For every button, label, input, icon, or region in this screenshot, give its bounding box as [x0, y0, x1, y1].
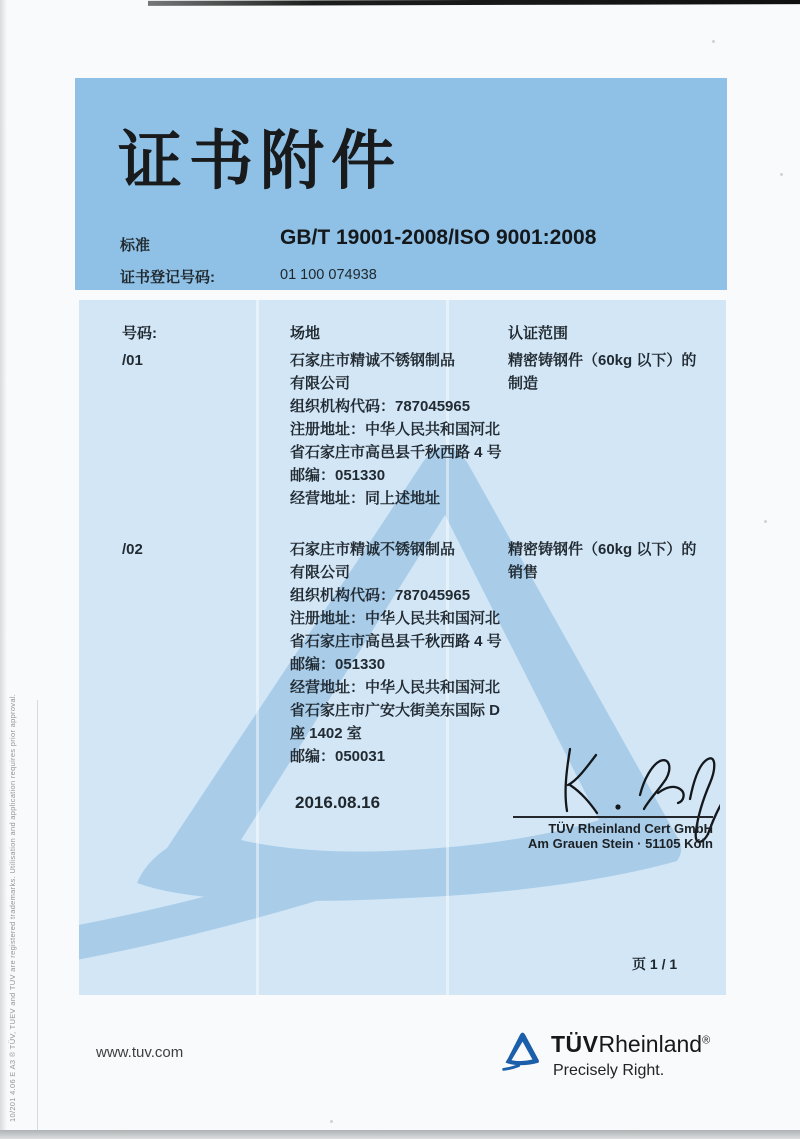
text-line: 精密铸钢件（60kg 以下）的 [508, 352, 697, 369]
text-line: 组织机构代码：787045965 [290, 398, 471, 415]
signer-block [473, 821, 713, 851]
scan-speckle [330, 1120, 333, 1123]
text-line: 邮编：051330 [290, 656, 386, 673]
certificate-body-block [79, 300, 726, 995]
text-line: 石家庄市精诚不锈钢制品 [290, 541, 456, 558]
column-header-site: 场地 [290, 325, 321, 342]
text-line: 省石家庄市高邑县千秋西路 4 号 [290, 444, 502, 461]
standard-value: GB/T 19001-2008/ISO 9001:2008 [280, 226, 597, 249]
text-line: 省石家庄市高邑县千秋西路 4 号 [290, 633, 502, 650]
registered-trademark-icon: ® [702, 1034, 711, 1047]
side-imprint-text: 10/201 4.06 E A3 ® TÜV, TUEV and TUV are registered trademarks. Utilisation and application requires prior approval. [8, 693, 17, 1122]
certificate-header-block [75, 78, 727, 290]
text-line: 有限公司 [290, 564, 351, 581]
text-line: 销售 [508, 564, 539, 581]
brand-tagline: Precisely Right. [553, 1062, 665, 1079]
scan-speckle [764, 520, 767, 523]
signer-organization: TÜV Rheinland Cert GmbH [548, 821, 713, 836]
document-title: 证书附件 [118, 125, 402, 197]
column-header-scope: 认证范围 [508, 325, 569, 342]
scan-streak [256, 300, 259, 995]
text-line: 制造 [508, 375, 539, 392]
text-line: 有限公司 [290, 375, 351, 392]
issue-date: 2016.08.16 [295, 793, 381, 812]
text-line: 经营地址：同上述地址 [290, 490, 441, 507]
text-line: 组织机构代码：787045965 [290, 587, 471, 604]
scan-fold-line [37, 700, 38, 1130]
text-line: 省石家庄市广安大街美东国际 D [290, 702, 501, 719]
registration-number-label: 证书登记号码: [120, 269, 215, 286]
scan-edge-top [148, 0, 800, 6]
brand-word-bold: TÜV [551, 1031, 599, 1057]
text-line: 邮编：051330 [290, 467, 386, 484]
row-certification-scope [508, 538, 696, 584]
signature-line [513, 816, 713, 818]
text-line: 座 1402 室 [290, 725, 362, 742]
row-number: /02 [122, 541, 143, 558]
signer-address: Am Grauen Stein · 51105 Köln [528, 836, 713, 851]
column-header-number: 号码: [122, 325, 157, 342]
row-certification-scope [508, 349, 696, 395]
scan-edge-bottom [0, 1130, 800, 1139]
brand-word-regular: Rheinland [598, 1031, 703, 1057]
text-line: 经营地址：中华人民共和国河北 [290, 679, 501, 696]
row-site-address [290, 349, 502, 510]
scan-speckle [712, 40, 715, 43]
scan-speckle [780, 173, 783, 176]
registration-number-value: 01 100 074938 [280, 267, 377, 283]
row-number: /01 [122, 352, 143, 369]
brand-wordmark [551, 1031, 710, 1058]
scan-edge-left [0, 0, 7, 1139]
website-text: www.tuv.com [96, 1044, 184, 1061]
standard-label: 标准 [120, 237, 151, 254]
text-line: 精密铸钢件（60kg 以下）的 [508, 541, 697, 558]
tuv-rheinland-logo-icon [501, 1028, 545, 1072]
text-line: 注册地址：中华人民共和国河北 [290, 421, 501, 438]
text-line: 注册地址：中华人民共和国河北 [290, 610, 501, 627]
page-indicator: 页 1 / 1 [632, 956, 678, 972]
row-site-address [290, 538, 502, 768]
text-line: 石家庄市精诚不锈钢制品 [290, 352, 456, 369]
text-line: 邮编：050031 [290, 748, 386, 765]
